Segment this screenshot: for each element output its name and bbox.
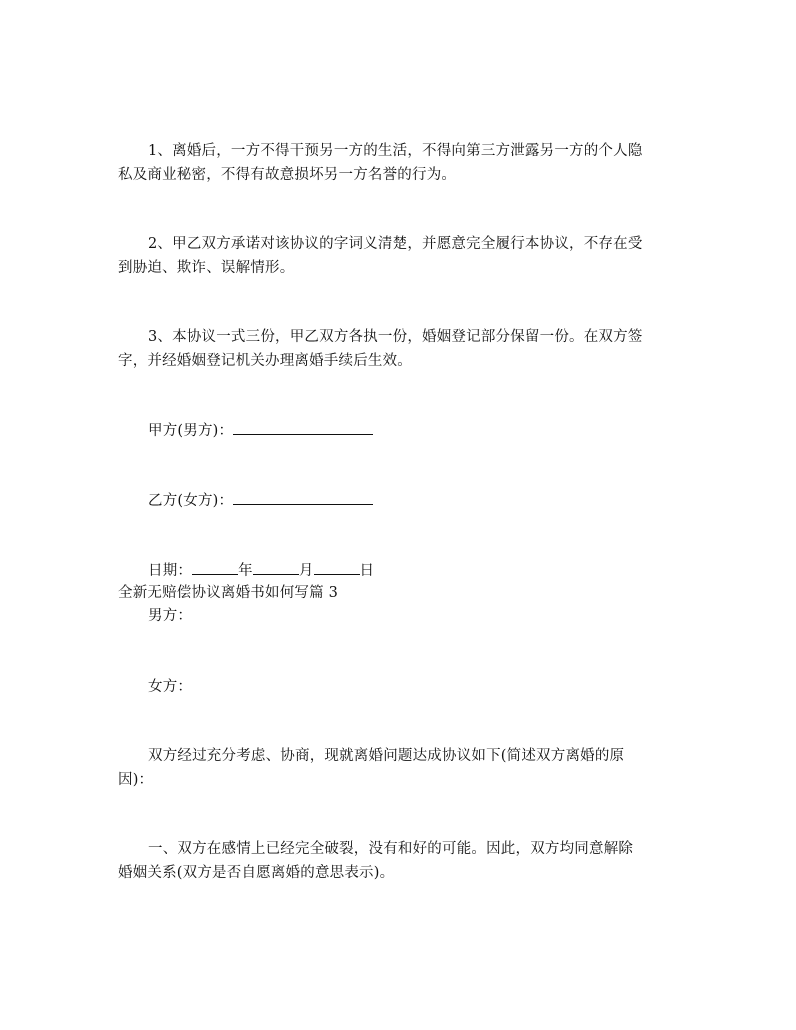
clause-1-line-2: 私及商业秘密，不得有故意损坏另一方名誉的行为。 xyxy=(118,167,457,183)
day-blank xyxy=(314,560,360,575)
party-a-signature-blank xyxy=(233,420,373,435)
section-title: 全新无赔偿协议离婚书如何写篇 3 xyxy=(118,585,339,601)
article-1-line-2: 婚姻关系(双方是否自愿离婚的意思表示)。 xyxy=(118,865,395,881)
party-b-label: 乙方(女方)： xyxy=(148,493,234,509)
party-b-signature-line xyxy=(148,490,373,511)
party-b-signature-blank xyxy=(233,490,373,505)
month-blank xyxy=(253,560,299,575)
date-line xyxy=(148,560,374,581)
male-label: 男方： xyxy=(148,608,193,624)
year-label: 年 xyxy=(238,563,253,579)
date-label: 日期： xyxy=(148,563,193,579)
clause-1-line-1: 1、离婚后，一方不得干预另一方的生活，不得向第三方泄露另一方的个人隐 xyxy=(148,143,643,159)
clause-2-line-1: 2、甲乙双方承诺对该协议的字词义清楚，并愿意完全履行本协议，不存在受 xyxy=(148,236,643,252)
day-label: 日 xyxy=(359,563,375,579)
female-label: 女方： xyxy=(148,679,193,695)
year-blank xyxy=(192,560,238,575)
party-a-label: 甲方(男方)： xyxy=(148,423,234,439)
clause-2-line-2: 到胁迫、欺诈、误解情形。 xyxy=(118,260,295,276)
intro-line-2: 因)： xyxy=(118,772,154,788)
clause-3-line-1: 3、本协议一式三份，甲乙双方各执一份，婚姻登记部分保留一份。在双方签 xyxy=(148,329,643,345)
article-1-line-1: 一、双方在感情上已经完全破裂，没有和好的可能。因此，双方均同意解除 xyxy=(148,841,634,857)
party-a-signature-line xyxy=(148,420,373,441)
intro-line-1: 双方经过充分考虑、协商，现就离婚问题达成协议如下(简述双方离婚的原 xyxy=(148,748,625,764)
month-label: 月 xyxy=(298,563,314,579)
clause-3-line-2: 字，并经婚姻登记机关办理离婚手续后生效。 xyxy=(118,353,412,369)
